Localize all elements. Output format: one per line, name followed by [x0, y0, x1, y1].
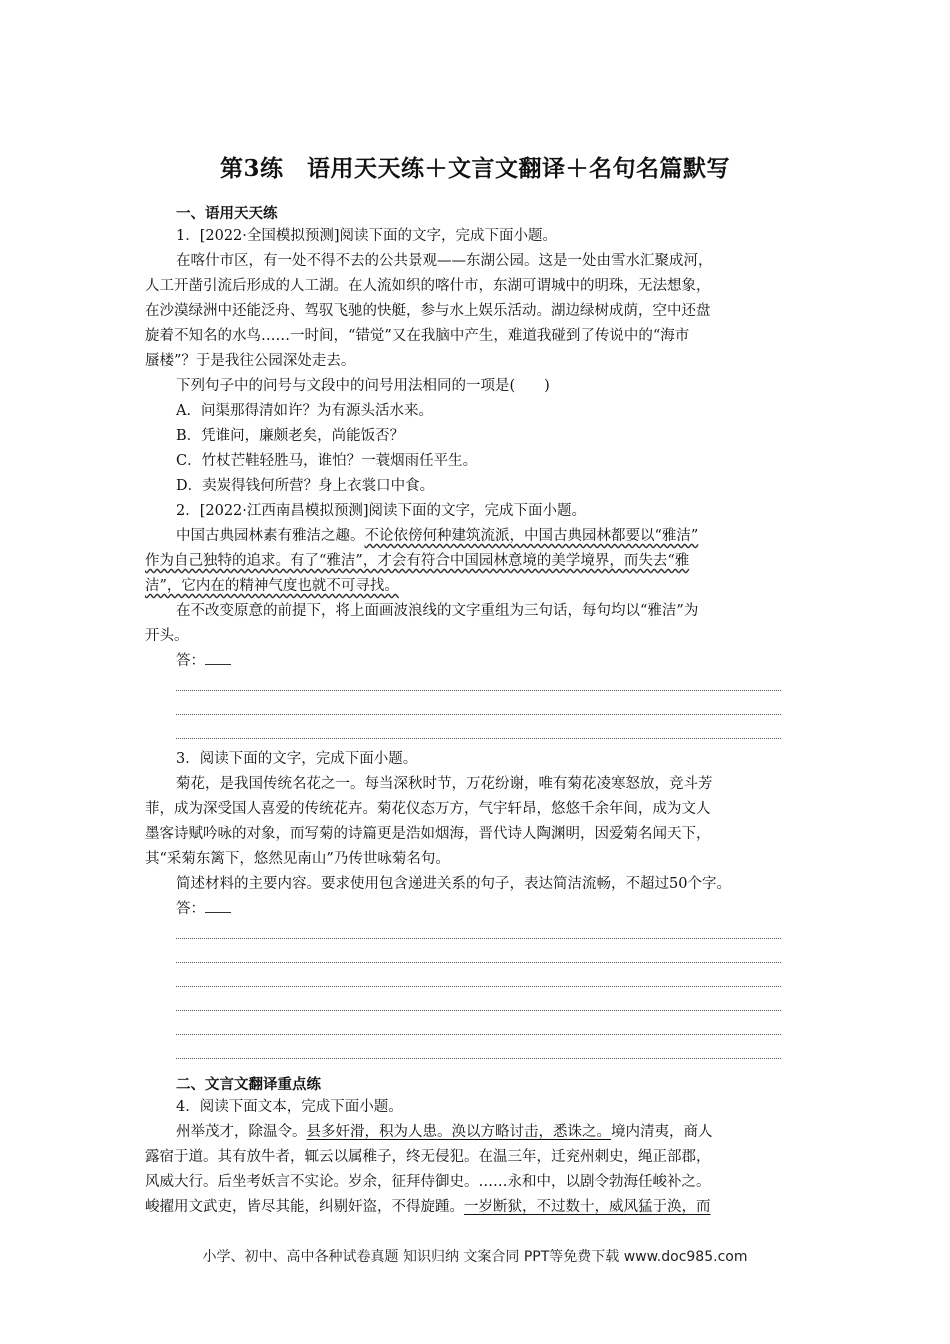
q3-passage-line: 菊花，是我国传统名花之一。每当深秋时节，万花纷谢，唯有菊花凌寒怒放，竞斗芳	[176, 776, 713, 792]
q2-answer-label: 答：	[176, 653, 205, 669]
q1-heading: 1．[2022·全国模拟预测]阅读下面的文字，完成下面小题。	[176, 228, 558, 244]
q3-answer-line[interactable]	[176, 986, 781, 987]
q1-option-b: B．凭谁问，廉颇老矣，尚能饭否？	[176, 428, 405, 444]
q2-passage-plain: 中国古典园林素有雅洁之趣。	[176, 528, 365, 544]
q4-passage-line	[176, 1121, 836, 1143]
q3-passage-line: 菲，成为深受国人喜爱的传统花卉。菊花仪态万方，气宇轩昂，悠悠千余年间，成为文人	[145, 801, 711, 817]
q1-passage-line: 在沙漠绿洲中还能泛舟、驾驭飞驰的快艇，参与水上娱乐活动。湖边绿树成荫，空中还盘	[145, 303, 711, 319]
q2-answer-line[interactable]	[176, 690, 781, 691]
section-heading-2: 二、文言文翻译重点练	[176, 1077, 321, 1093]
q1-passage-line: 蜃楼”？于是我往公园深处走去。	[145, 353, 356, 369]
q3-answer-line[interactable]	[176, 962, 781, 963]
q3-answer-line[interactable]	[176, 938, 781, 939]
q3-answer-row	[176, 898, 836, 920]
q4-passage-plain: 境内清夷，商人	[611, 1124, 713, 1140]
q3-answer-blank[interactable]	[205, 900, 231, 913]
q4-passage-line	[145, 1196, 805, 1218]
q2-wavy-text: 不论依傍何种建筑流派，中国古典园林都要以“雅洁”	[364, 528, 699, 544]
q1-stem: 下列句子中的问号与文段中的问号用法相同的一项是( )	[176, 378, 550, 394]
q1-passage-line: 人工开凿引流后形成的人工湖。在人流如织的喀什市，东湖可谓城中的明珠，无法想象，	[145, 278, 711, 294]
q4-underlined-text: 一岁断狱，不过数十，威风猛于涣，而	[464, 1199, 711, 1215]
q1-option-d: D．卖炭得钱何所营？身上衣裳口中食。	[176, 478, 435, 494]
q2-answer-blank[interactable]	[205, 652, 231, 665]
q3-stem: 简述材料的主要内容。要求使用包含递进关系的句子，表达简洁流畅，不超过50个字。	[176, 876, 731, 892]
q3-answer-line[interactable]	[176, 1010, 781, 1011]
q2-answer-line[interactable]	[176, 738, 781, 739]
q3-heading: 3．阅读下面的文字，完成下面小题。	[176, 751, 418, 767]
q1-passage-line: 在喀什市区，有一处不得不去的公共景观——东湖公园。这是一处由雪水汇聚成河，	[176, 253, 713, 269]
q2-passage-line	[176, 525, 836, 547]
q4-underlined-text: 县多奸滑，积为人患。涣以方略讨击，悉诛之。	[306, 1124, 611, 1140]
q3-passage-line: 墨客诗赋吟咏的对象，而写菊的诗篇更是浩如烟海，晋代诗人陶渊明，因爱菊名闻天下，	[145, 826, 711, 842]
section-heading-1: 一、语用天天练	[176, 206, 278, 222]
q4-passage-line: 露宿于道。其有放牛者，辄云以属稚子，终无侵犯。在温三年，迁兖州刺史，绳正部郡，	[145, 1149, 711, 1165]
q4-passage-plain: 州举茂才，除温令。	[176, 1124, 307, 1140]
q1-passage-line: 旋着不知名的水鸟……一时间，“错觉”又在我脑中产生，难道我碰到了传说中的“海市	[145, 328, 690, 344]
page-footer: 小学、初中、高中各种试卷真题 知识归纳 文案合同 PPT等免费下载 www.doc985.com	[202, 1249, 748, 1265]
q1-option-c: C．竹杖芒鞋轻胜马，谁怕？一蓑烟雨任平生。	[176, 453, 478, 469]
q2-wavy-text: 作为自己独特的追求。有了“雅洁”，才会有符合中国园林意境的美学境界，而失去“雅	[145, 553, 690, 569]
q2-stem: 开头。	[145, 628, 189, 644]
q2-answer-line[interactable]	[176, 714, 781, 715]
q2-wavy-text: 洁”，它内在的精神气度也就不可寻找。	[145, 578, 399, 594]
q3-passage-line: 其“采菊东篱下，悠然见南山”乃传世咏菊名句。	[145, 851, 450, 867]
q4-heading: 4．阅读下面文本，完成下面小题。	[176, 1099, 403, 1115]
q3-answer-line[interactable]	[176, 1034, 781, 1035]
q3-answer-label: 答：	[176, 901, 205, 917]
q2-heading: 2．[2022·江西南昌模拟预测]阅读下面的文字，完成下面小题。	[176, 503, 587, 519]
q4-passage-plain: 峻擢用文武吏，皆尽其能，纠剔奸盗，不得旋踵。	[145, 1199, 464, 1215]
q2-stem: 在不改变原意的前提下，将上面画波浪线的文字重组为三句话，每句均以“雅洁”为	[176, 603, 699, 619]
q3-answer-line[interactable]	[176, 1058, 781, 1059]
q2-answer-row	[176, 650, 836, 672]
q4-passage-line: 风威大行。后坐考妖言不实论。岁余，征拜侍御史。……永和中，以剧令勃海任峻补之。	[145, 1174, 711, 1190]
q1-option-a: A．问渠那得清如许？为有源头活水来。	[176, 403, 433, 419]
page-title: 第3练 语用天天练＋文言文翻译＋名句名篇默写	[219, 155, 730, 182]
